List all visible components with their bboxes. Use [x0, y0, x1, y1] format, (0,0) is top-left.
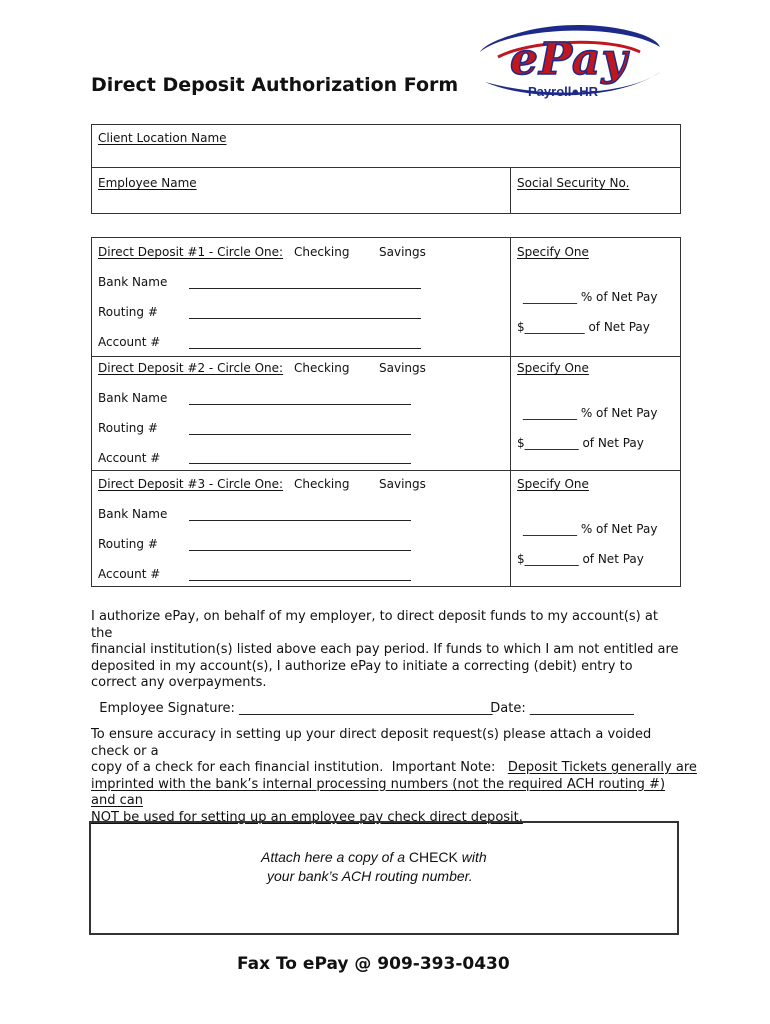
account-label: Account # — [98, 451, 161, 465]
epay-logo — [470, 22, 670, 112]
specify-one-label: Specify One — [517, 477, 589, 491]
date-label: Date: — [490, 701, 530, 716]
account-label: Account # — [98, 567, 161, 581]
dollar-net-pay-field[interactable]: $_________ of Net Pay — [517, 552, 644, 566]
attach-line — [261, 848, 487, 867]
dollar-net-pay-field[interactable]: $_________ of Net Pay — [517, 436, 644, 450]
savings-option[interactable]: Savings — [379, 245, 426, 259]
client-location-label[interactable]: Client Location Name — [98, 131, 227, 145]
routing-field[interactable] — [189, 318, 421, 319]
checking-option[interactable]: Checking — [294, 361, 350, 375]
bank-name-label: Bank Name — [98, 507, 168, 521]
signature-row — [91, 686, 493, 716]
account-label: Account # — [98, 335, 161, 349]
routing-field[interactable] — [189, 434, 411, 435]
bank-name-label: Bank Name — [98, 275, 168, 289]
employee-name-label[interactable]: Employee Name — [98, 176, 197, 190]
instructions-line: imprinted with the bank’s internal processing numbers (not the required ACH routing #) and can — [91, 776, 666, 808]
fax-number: Fax To ePay @ 909-393-0430 — [237, 954, 510, 974]
authorization-line: I authorize ePay, on behalf of my employer, to direct deposit funds to my account(s) at the — [91, 609, 658, 641]
signature-label: Employee Signature: — [99, 701, 240, 716]
page-title: Direct Deposit Authorization Form — [91, 74, 459, 96]
attach-check-word: CHECK — [408, 849, 458, 865]
account-field[interactable] — [189, 463, 411, 464]
checking-option[interactable]: Checking — [294, 245, 350, 259]
authorization-line: financial institution(s) listed above each pay period. If funds to which I am not entitled are — [91, 642, 679, 657]
authorization-text — [91, 609, 681, 692]
authorization-line: deposited in my account(s), I authorize ePay to initiate a correcting (debit) entry to — [91, 658, 633, 674]
bank-name-label: Bank Name — [98, 391, 168, 405]
deposit-heading: Direct Deposit #2 - Circle One: — [98, 361, 284, 375]
routing-field[interactable] — [189, 550, 411, 551]
account-field[interactable] — [189, 348, 421, 349]
attach-line: your bank’s ACH routing number. — [267, 868, 473, 884]
instructions-plain: copy of a check for each financial institution. Important Note: — [91, 760, 508, 775]
percent-net-pay-field[interactable]: _________ % of Net Pay — [523, 522, 658, 536]
savings-option[interactable]: Savings — [379, 361, 426, 375]
attach-instructions — [261, 848, 487, 886]
dollar-net-pay-field[interactable]: $__________ of Net Pay — [517, 320, 650, 334]
instructions-line — [91, 760, 697, 777]
percent-net-pay-field[interactable]: _________ % of Net Pay — [523, 406, 658, 420]
deposit-heading: Direct Deposit #3 - Circle One: — [98, 477, 284, 491]
percent-net-pay-field[interactable]: _________ % of Net Pay — [523, 290, 658, 304]
date-field[interactable]: ________________ — [529, 701, 634, 716]
signature-field[interactable]: _______________________________________ — [239, 701, 493, 716]
instructions-text — [91, 727, 697, 826]
routing-label: Routing # — [98, 537, 158, 551]
instructions-line: To ensure accuracy in setting up your direct deposit request(s) please attach a voided check or a — [91, 727, 652, 759]
ssn-label[interactable]: Social Security No. — [517, 176, 630, 190]
logo-brand: ePay — [510, 34, 628, 85]
routing-label: Routing # — [98, 305, 158, 319]
instructions-line: NOT be used for setting up an employee pay check direct deposit. — [91, 809, 523, 825]
attach-text: with — [457, 849, 487, 865]
logo-subtitle: Payroll●HR — [528, 84, 598, 99]
specify-one-label: Specify One — [517, 361, 589, 375]
savings-option[interactable]: Savings — [379, 477, 426, 491]
account-field[interactable] — [189, 580, 411, 581]
bank-name-field[interactable] — [189, 520, 411, 521]
authorization-line: correct any overpayments. — [91, 675, 267, 690]
bank-name-field[interactable] — [189, 404, 411, 405]
bank-name-field[interactable] — [189, 288, 421, 289]
date-row — [482, 686, 634, 716]
attach-text: Attach here a copy of a — [261, 849, 409, 865]
checking-option[interactable]: Checking — [294, 477, 350, 491]
specify-one-label: Specify One — [517, 245, 589, 259]
instructions-note: Deposit Tickets generally are — [507, 760, 697, 775]
routing-label: Routing # — [98, 421, 158, 435]
deposit-heading: Direct Deposit #1 - Circle One: — [98, 245, 284, 259]
